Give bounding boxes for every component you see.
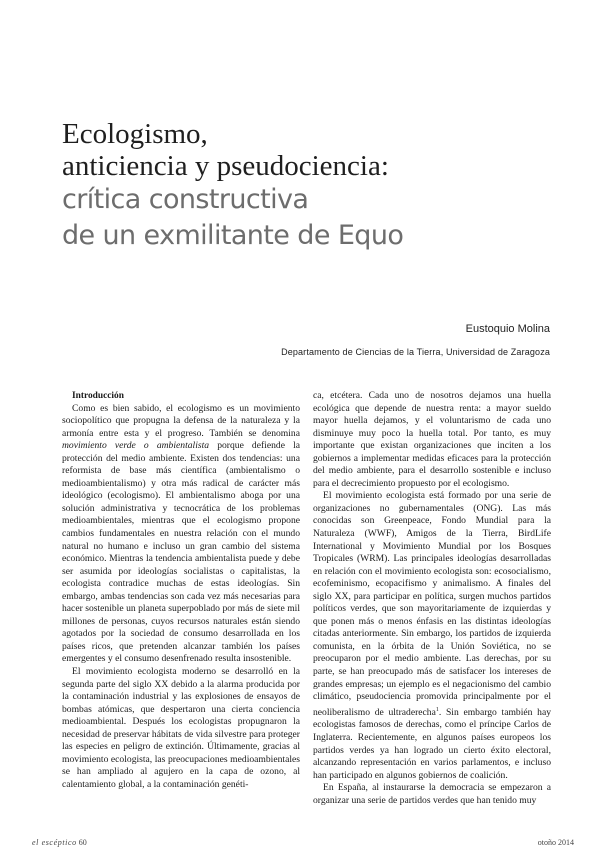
subtitle-line-1: crítica constructiva: [62, 184, 309, 215]
journal-name: el escéptico: [32, 838, 77, 847]
footer-left: [32, 838, 87, 847]
title-line-2: anticiencia y pseudociencia:: [62, 150, 389, 182]
paragraph: [62, 403, 300, 666]
issue-date: otoño 2014: [537, 838, 574, 847]
paragraph-text: porque defiende la protección del medio ambiente. Existen dos tendencias: una reformista de base más científica (ambientalismo o medioambientalismo) y otra más radical de carácter más ideológico (ecologismo). El ambientalismo aboga por una solución administrativa y tecnocrática de los problemas medioambientales, mientras que el ecologismo propone cambios fundamentales en nuestra relación con el mundo natural no humano e incluso un gran cambio del sistema económico. Mientras la tendencia ambientalista puede y debe ser asumida por ideologías socialistas o capitalistas, la ecologista contradice muchas de estas ideologías. Sin embargo, ambas tendencias son cada vez más necesarias para hacer sostenible un planeta superpoblado por más de siete mil millones de personas, cuyos recursos naturales están siendo agotados por la sociedad de consumo desarrollada en los países ricos, que pretenden alcanzar también los países emergentes y el consumo desenfrenado resulta insostenible.: [62, 440, 300, 665]
author-name: Eustoquio Molina: [465, 323, 550, 335]
text-column-right: [313, 390, 551, 807]
page-number: 60: [78, 838, 87, 847]
paragraph-text: . Sin embargo también hay ecologistas famosos de derechas, como el príncipe Carlos de Inglaterra. Recientemente, en algunos países europeos los partidos verdes ya han logrado un cierto éxito electoral, alcanzando representación en varios parlamentos, e incluso han participado en algunos gobiernos de coalición.: [313, 706, 551, 781]
text-column-left: [62, 390, 300, 791]
paragraph-text: Como es bien sabido, el ecologismo es un movimiento sociopolítico que propugna la defensa de la naturaleza y la armonía entre esta y el progreso. También se denomina: [62, 402, 300, 439]
paragraph: En España, al instaurarse la democracia se empezaron a organizar una serie de partidos verdes que han tenido muy: [313, 782, 551, 806]
italic-term: movimiento verde o ambientalista: [62, 440, 210, 452]
footnote-marker: 1: [435, 706, 439, 713]
section-heading: Introducción: [72, 391, 124, 401]
paragraph-text: El movimiento ecologista está formado por una serie de organizaciones no gubernamentales (ONG). Las más conocidas son Greenpeace, Fondo Mundial para la Naturaleza (WWF), Amigos de la Tierra, BirdLife International y Movimiento Mundial por los Bosques Tropicales (WRM). Las principales ideologías desarrolladas en relación con el movimiento ecologista son: ecosocialismo, ecofeminismo, ecopacifismo y animalismo. A finales del siglo XX, para participar en política, surgen muchos partidos políticos verdes, que son mayoritariamente de izquierdas y que ponen más o menos énfasis en las distintas ideologías citadas anteriormente. Sin embargo, los partidos de izquierda comunista, en la órbita de la Unión Soviética, no se preocuparon por el medio ambiente. Las derechas, por su parte, se han preocupado más de satisfacer los intereses de grandes empresas; un ejemplo es el negacionismo del cambio climático, pseudociencia promovida principalmente por el neoliberalismo de ultraderecha: [313, 490, 551, 718]
paragraph: [313, 490, 551, 782]
title-line-1: Ecologismo,: [62, 118, 208, 150]
paragraph: El movimiento ecologista moderno se desarrolló en la segunda parte del siglo XX debido a la alarma producida por la contaminación industrial y las explosiones de ensayos de bombas atómicas, que despertaron una cierta conciencia medioambiental. Después los ecologistas propugnaron la necesidad de preservar hábitats de vida silvestre para proteger las especies en peligro de extinción. Últimamente, gracias al movimiento ecologista, las preocupaciones medioambientales se han ampliado al agujero en la capa de ozono, al calentamiento global, a la contaminación genéti-: [62, 665, 300, 790]
article-title: [62, 118, 562, 254]
paragraph: ca, etcétera. Cada uno de nosotros dejamos una huella ecológica que depende de nuestra renta: a mayor sueldo mayor huella dejamos, y el voluntarismo de cada uno disminuye muy poco la huella total. Por tanto, es muy importante que existan organizaciones que inciten a los gobiernos a implementar medidas eficaces para la protección del medio ambiente, para el desarrollo sostenible e incluso para el decrecimiento propuesto por el ecologismo.: [313, 390, 551, 489]
author-affiliation: Departamento de Ciencias de la Tierra, Universidad de Zaragoza: [281, 347, 550, 357]
subtitle-line-2: de un exmilitante de Equo: [62, 220, 404, 251]
